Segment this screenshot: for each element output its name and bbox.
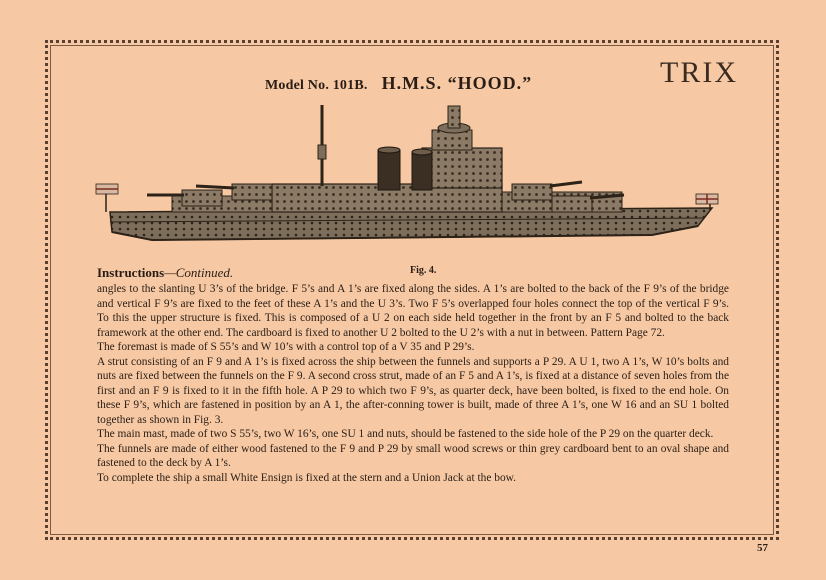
instructions-paragraph: A strut consisting of an F 9 and A 1’s is fixed across the ship between the funnels and supports a P 29. A U 1, two A 1’s, W 10’s bolts and nuts are fixed between the funnels on the F 9. A second cross strut, made of an F 5 and A 1’s, is fixed at a distance of seven holes from the first and an F 9 is fixed to it in the fifth hole. A P 29 to which two F 9’s, as quarter deck, have been bolted, is fixed to the end hole. On these F 9’s, which are fastened in position by an A 1, the after-conning tower is built, made of three A 1’s, one W 16 and an SU 1 bolted together as shown in Fig. 3. (97, 355, 729, 426)
instructions-paragraph: To complete the ship a small White Ensign is fixed at the stern and a Union Jack at the bow. (97, 471, 516, 484)
brand-logo: TRIX (660, 56, 738, 89)
ship-illustration (92, 100, 732, 260)
figure-label: Fig. 4. (410, 265, 437, 276)
instructions-continued: —Continued. (164, 265, 234, 280)
instructions-title: Instructions (97, 265, 165, 280)
instructions-paragraph: The main mast, made of two S 55’s, two W 16’s, one SU 1 and nuts, should be fastened to the side hole of the P 29 on the quarter deck. (97, 428, 714, 440)
model-number: Model No. 101B. (265, 78, 368, 93)
instructions-body (97, 282, 729, 485)
page-number: 57 (757, 542, 768, 554)
ship-name: H.M.S. “HOOD.” (381, 73, 533, 93)
instructions-heading (97, 265, 233, 281)
model-title (265, 73, 532, 94)
instructions-paragraph: The foremast is made of S 55’s and W 10’s with a control top of a V 35 and P 29’s. (97, 341, 475, 353)
instructions-paragraph: angles to the slanting U 3’s of the bridge. F 5’s and A 1’s are fixed along the sides. A 1’s are bolted to the back of the F 9’s of the bridge and vertical F 9’s are fixed to the feet of these A 1’s and the U 3’s. Two F 5’s overlapped four holes connect the top of the vertical F 9’s. To this the upper structure is fixed. This is composed of a U 2 on each side held together in the front by an F 5 and bolted to the back framework at the other end. The cardboard is fixed to another U 2 bolted to the U 2’s with a nut in between. Pattern Page 72. (97, 283, 729, 339)
instructions-paragraph: The funnels are made of either wood fastened to the F 9 and P 29 by small wood screws or thin grey cardboard bent to an oval shape and fastened to the deck by A 1’s. (97, 442, 729, 469)
